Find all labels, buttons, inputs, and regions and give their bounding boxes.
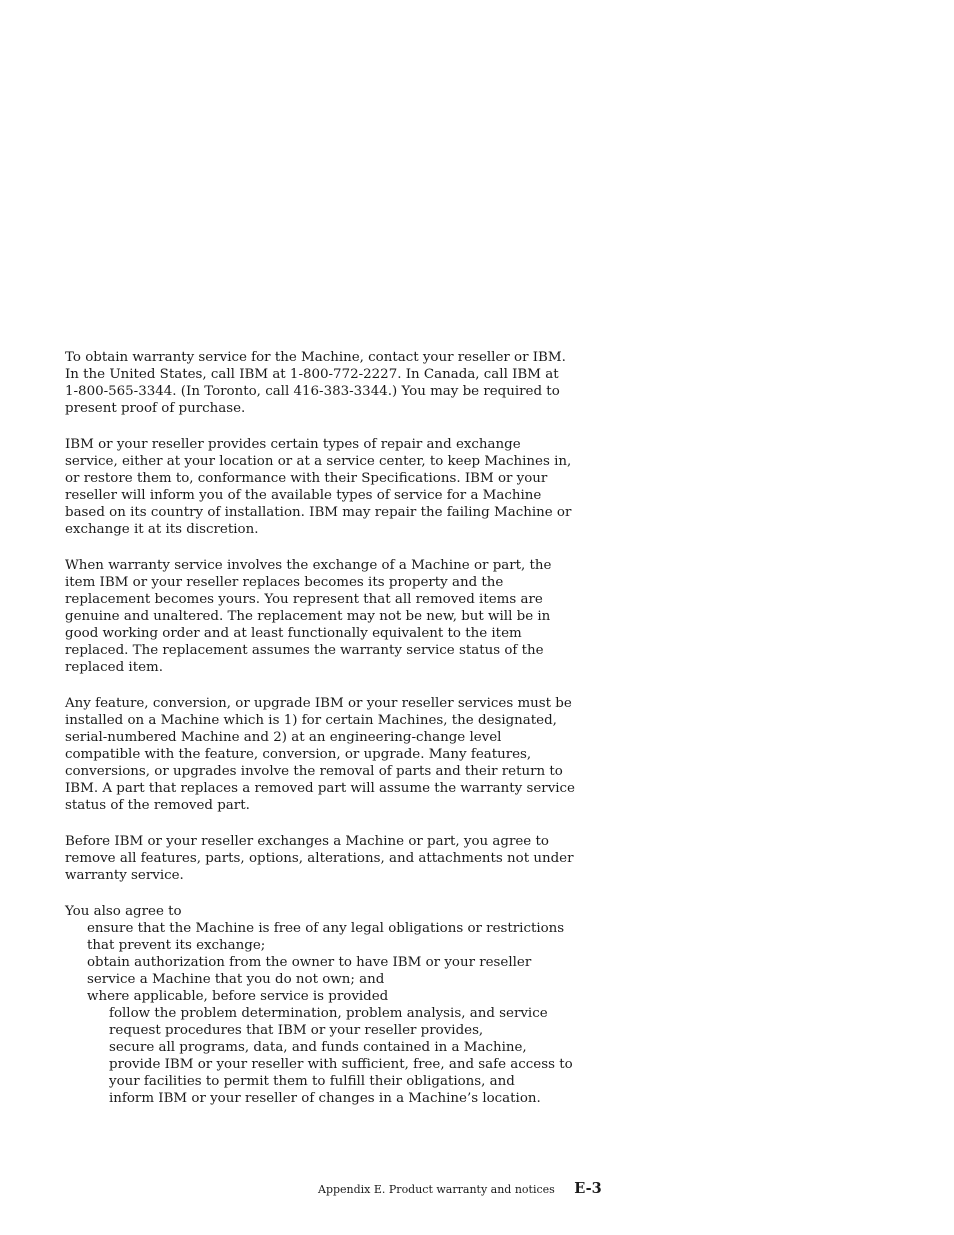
page-number: E-3 xyxy=(574,1180,602,1197)
paragraph-service-types: IBM or your reseller provides certain types of repair and exchange service, either at your location or at a service center, to keep Machines in, or restore them to, conformance with their Specifications. IBM or your reseller will inform you of the available types of service for a Machine based on its country of installation. IBM may repair the failing Machine or exchange it at its discretion. xyxy=(65,437,572,537)
footer-title: Appendix E. Product warranty and notices xyxy=(318,1183,555,1196)
page-footer xyxy=(318,1180,602,1198)
sub-list-item: follow the problem determination, problem analysis, and service request procedures that IBM or your reseller provides, xyxy=(109,1006,548,1038)
paragraph-service-contact: To obtain warranty service for the Machine, contact your reseller or IBM. In the United States, call IBM at 1-800-772-2227. In Canada, call IBM at 1-800-565-3344. (In Toronto, call 416-383-3344.) You may be required to present proof of purchase. xyxy=(65,350,566,416)
list-item: where applicable, before service is provided xyxy=(87,989,389,1004)
document-body xyxy=(65,349,575,1107)
sub-list-item: inform IBM or your reseller of changes in a Machine’s location. xyxy=(109,1091,541,1106)
list-item: ensure that the Machine is free of any legal obligations or restrictions that prevent its exchange; xyxy=(87,921,565,953)
agreement-list xyxy=(65,903,575,1107)
paragraph-remove-features: Before IBM or your reseller exchanges a Machine or part, you agree to remove all features, parts, options, alterations, and attachments not under warranty service. xyxy=(65,834,574,883)
paragraph-features: Any feature, conversion, or upgrade IBM or your reseller services must be installed on a Machine which is 1) for certain Machines, the designated, serial-numbered Machine and 2) at an engineering-change level compatible with the feature, conversion, or upgrade. Many features, conversions, or upgrades involve the removal of parts and their return to IBM. A part that replaces a removed part will assume the warranty service status of the removed part. xyxy=(65,696,575,813)
sub-list-item: secure all programs, data, and funds contained in a Machine, xyxy=(109,1040,527,1055)
service-sublist xyxy=(65,1005,575,1107)
paragraph-exchange: When warranty service involves the exchange of a Machine or part, the item IBM or your reseller replaces becomes its property and the replacement becomes yours. You represent that all removed items are genuine and unaltered. The replacement may not be new, but will be in good working order and at least functionally equivalent to the item replaced. The replacement assumes the warranty service status of the replaced item. xyxy=(65,558,552,675)
agreement-intro: You also agree to xyxy=(65,904,182,919)
sub-list-item: provide IBM or your reseller with sufficient, free, and safe access to your facilities to permit them to fulfill their obligations, and xyxy=(109,1057,573,1089)
list-item: obtain authorization from the owner to have IBM or your reseller service a Machine that you do not own; and xyxy=(87,955,532,987)
